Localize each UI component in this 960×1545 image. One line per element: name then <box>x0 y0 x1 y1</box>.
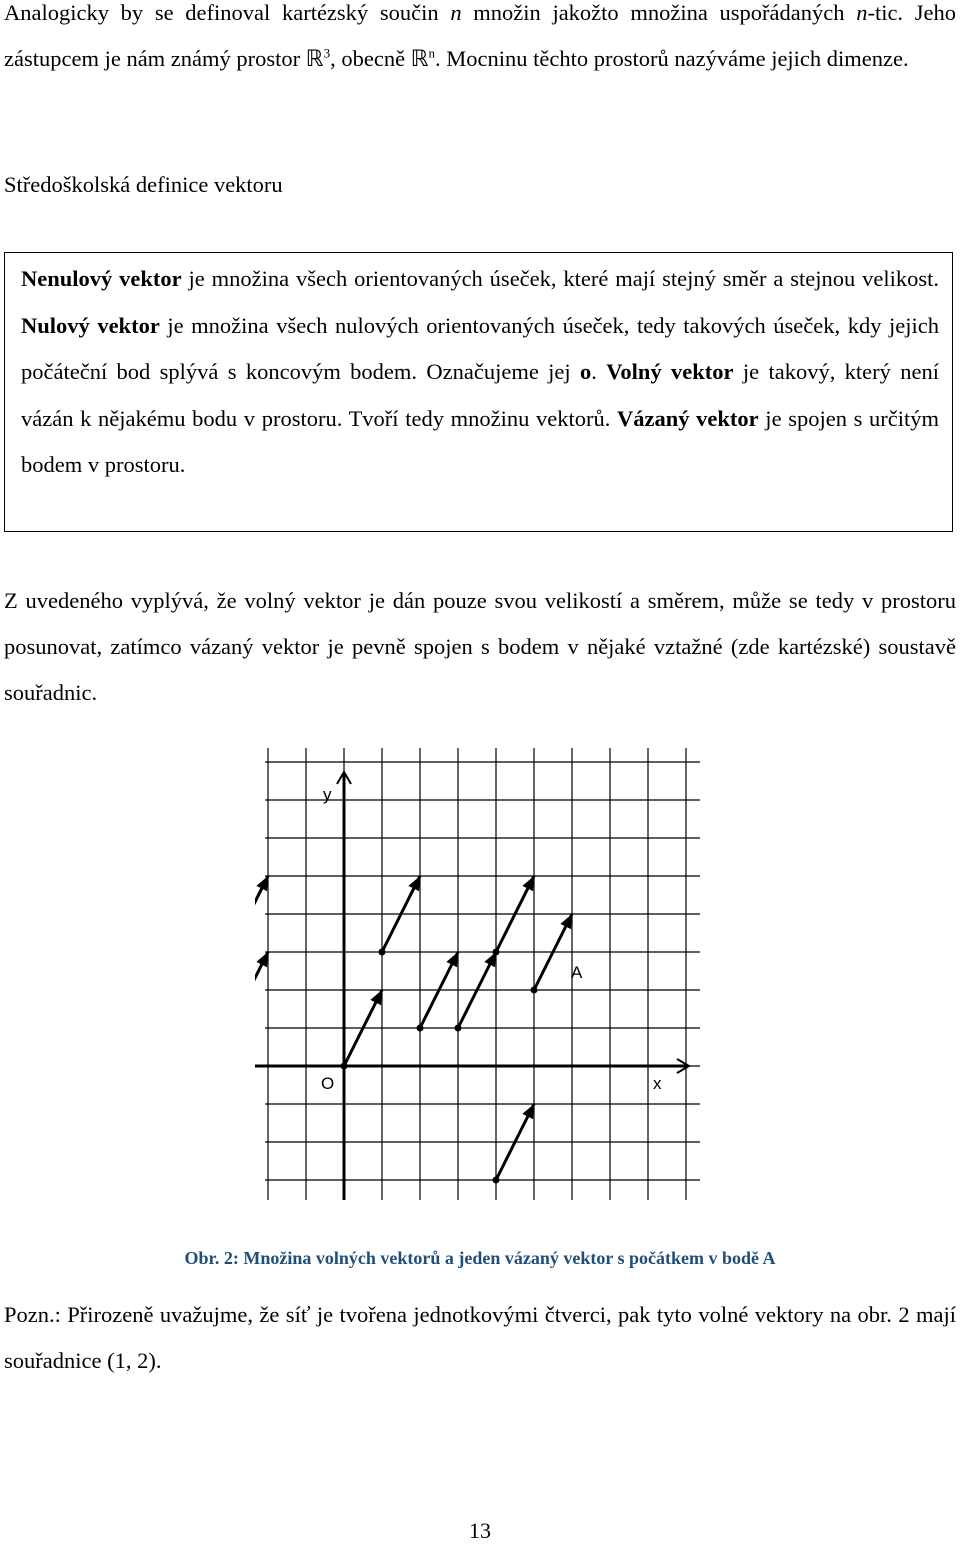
free-vector <box>255 876 268 956</box>
y-axis-label: y <box>323 785 332 804</box>
intro-var-n: n <box>450 0 462 25</box>
vector-start-dot <box>531 987 538 994</box>
free-vector <box>379 876 421 956</box>
intro-text: Analogicky by se definoval kartézský součin <box>4 0 451 25</box>
term-zero-vector: Nulový vektor <box>21 312 160 338</box>
coordinate-axes <box>255 772 689 1200</box>
intro-var-n: n <box>856 0 868 25</box>
definition-text <box>21 256 939 489</box>
vector-start-dot <box>493 1177 500 1184</box>
point-a-label: A <box>571 963 583 982</box>
page-number: 13 <box>469 1518 491 1543</box>
vector-start-dot <box>379 949 386 956</box>
free-vector <box>341 990 383 1070</box>
definition-fragment: je takový, který není vázán k nějakému bodu v prostoru. Tvoří tedy množinu vektorů. <box>21 359 939 431</box>
exponent: n <box>428 45 436 61</box>
definition-fragment: je množina všech orientovaných úseček, které mají stejný směr a stejnou velikost. <box>181 266 939 291</box>
figure-caption: Obr. 2: Množina volných vektorů a jeden vázaný vektor s počátkem v bodě A <box>184 1248 776 1268</box>
vector-start-dot <box>455 1025 462 1032</box>
term-free-vector: Volný vektor <box>606 359 734 384</box>
explanation-paragraph: Z uvedeného vyplývá, že volný vektor je dán pouze svou velikostí a směrem, může se tedy v prostoru posunovat, zatímco vázaný vektor je pevně spojen s bodem v nějaké vztažné (zde kartézské) soustavě souřadnic. <box>4 588 956 705</box>
definition-fragment: je množina všech nulových orientovaných úseček, tedy takových úseček, kdy jejich počáteční bod splývá s koncovým bodem. Označujeme jej <box>21 312 939 384</box>
term-bound-vector: Vázaný vektor <box>617 405 759 431</box>
note-paragraph <box>4 1292 956 1384</box>
term-nonzero-vector: Nenulový vektor <box>21 266 182 291</box>
free-vector <box>493 1104 535 1184</box>
free-vector <box>531 914 573 994</box>
origin-label: O <box>321 1074 335 1093</box>
intro-text: množin jakožto množina uspořádaných <box>461 0 857 25</box>
note-text: : Přirozeně uvažujme, že síť je tvořena jednotkovými čtverci, pak tyto volné vektory na obr. 2 mají souřadnice (1, 2). <box>4 1302 956 1373</box>
exponent: 3 <box>323 45 331 61</box>
free-vector <box>455 952 497 1032</box>
free-vector <box>493 876 535 956</box>
intro-text: , obecně <box>330 46 411 71</box>
x-axis-label: x <box>653 1074 662 1093</box>
real-numbers-symbol: ℝ <box>305 46 324 72</box>
vector-grid-figure <box>255 748 710 1203</box>
intro-text: . Mocninu těchto prostorů nazýváme jejich dimenze. <box>435 46 909 71</box>
grid-lines <box>265 748 700 1200</box>
free-vector <box>255 952 268 1032</box>
intro-text: -tic. Jeho zástupcem je nám známý prostor <box>4 0 956 71</box>
real-numbers-symbol: ℝ <box>410 46 429 72</box>
term-zero-symbol: o <box>580 359 592 384</box>
note-lead: Pozn. <box>4 1302 55 1327</box>
definition-box <box>4 252 953 532</box>
vector-start-dot <box>341 1063 348 1070</box>
section-heading: Středoškolská definice vektoru <box>4 172 283 197</box>
free-vector <box>417 952 459 1032</box>
definition-fragment: . <box>591 359 607 384</box>
definition-fragment: je spojen s určitým bodem v prostoru. <box>21 405 939 477</box>
vector-start-dot <box>417 1025 424 1032</box>
vectors-group <box>255 876 572 1184</box>
intro-paragraph <box>4 0 956 82</box>
